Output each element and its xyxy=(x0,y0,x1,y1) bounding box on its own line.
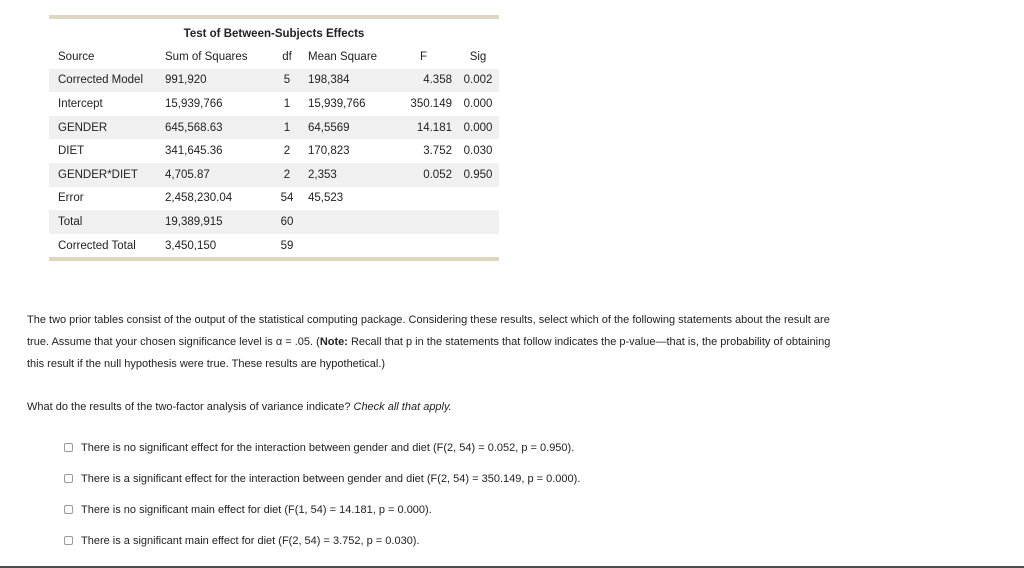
cell-source: Error xyxy=(58,192,84,205)
cell-sig: 0.000 xyxy=(463,97,493,110)
cell-df: 60 xyxy=(270,210,304,234)
question-text: What do the results of the two-factor analysis of variance indicate? xyxy=(27,401,354,413)
checkbox[interactable] xyxy=(64,443,73,452)
cell-ss: 341,645.36 xyxy=(165,145,223,158)
checkbox[interactable] xyxy=(64,505,73,514)
header-mean-square: Mean Square xyxy=(308,50,378,63)
anova-table xyxy=(49,15,499,261)
cell-source: GENDER xyxy=(49,116,165,140)
cell-ms: 170,823 xyxy=(308,145,350,158)
option-label: There is a significant effect for the interaction between gender and diet (F(2, 54) = 350.149, p = 0.000). xyxy=(81,472,581,485)
cell-ms: 15,939,766 xyxy=(308,97,366,110)
cell-ms xyxy=(304,234,390,258)
cell-sig: 0.950 xyxy=(457,163,499,187)
header-sum-of-squares: Sum of Squares xyxy=(165,50,248,63)
cell-ms: 64,5569 xyxy=(304,116,390,140)
cell-f xyxy=(390,234,457,258)
cell-sig: 0.002 xyxy=(457,69,499,93)
question-prompt xyxy=(27,309,847,375)
table-row xyxy=(49,92,499,116)
cell-source: Total xyxy=(49,210,165,234)
cell-df: 1 xyxy=(283,97,291,110)
note-label: Note: xyxy=(319,336,348,348)
table-row xyxy=(49,187,499,211)
table-title: Test of Between-Subjects Effects xyxy=(183,28,365,40)
cell-f: 4.358 xyxy=(390,69,457,93)
cell-ss: 2,458,230.04 xyxy=(165,192,233,205)
prompt-text-2: Recall that p in the statements that follow indicates the p-value—that is, the probability of obtaining this result if the null hypothesis were true. These results are hypothetical.) xyxy=(27,336,831,370)
cell-f: 14.181 xyxy=(390,116,457,140)
table-row xyxy=(49,69,499,93)
cell-f: 350.149 xyxy=(410,97,452,110)
checkbox[interactable] xyxy=(64,474,73,483)
option-label: There is no significant main effect for diet (F(1, 54) = 14.181, p = 0.000). xyxy=(81,503,432,516)
question-instruction: Check all that apply. xyxy=(353,401,452,413)
cell-df: 54 xyxy=(280,192,294,205)
cell-ss: 19,389,915 xyxy=(165,210,270,234)
answer-option[interactable] xyxy=(64,494,580,525)
cell-sig xyxy=(457,210,499,234)
cell-df: 2 xyxy=(270,163,304,187)
header-df: df xyxy=(282,50,292,63)
effects-table xyxy=(49,45,499,257)
table-row xyxy=(49,139,499,163)
table-row xyxy=(49,234,499,258)
cell-source: Corrected Total xyxy=(58,239,136,252)
cell-sig: 0.000 xyxy=(457,116,499,140)
cell-ms xyxy=(304,210,390,234)
cell-source: Corrected Model xyxy=(49,69,165,93)
header-f: F xyxy=(419,50,428,63)
header-sig: Sig xyxy=(469,50,487,63)
table-row xyxy=(49,116,499,140)
answer-option[interactable] xyxy=(64,525,580,556)
cell-source: Intercept xyxy=(58,97,103,110)
cell-f: 0.052 xyxy=(390,163,457,187)
cell-ms: 2,353 xyxy=(304,163,390,187)
question xyxy=(27,396,452,418)
cell-ss: 15,939,766 xyxy=(165,97,223,110)
option-label: There is no significant effect for the interaction between gender and diet (F(2, 54) = 0.052, p = 0.950). xyxy=(81,441,575,454)
cell-source: DIET xyxy=(58,145,85,158)
cell-df: 1 xyxy=(270,116,304,140)
answer-option[interactable] xyxy=(64,432,580,463)
cell-f xyxy=(390,187,457,211)
cell-ms: 198,384 xyxy=(304,69,390,93)
cell-df: 2 xyxy=(283,145,291,158)
cell-df: 5 xyxy=(270,69,304,93)
table-row xyxy=(49,210,499,234)
header-source: Source xyxy=(58,50,95,63)
option-label: There is a significant main effect for diet (F(2, 54) = 3.752, p = 0.030). xyxy=(81,534,420,547)
cell-sig xyxy=(457,234,499,258)
table-header-row xyxy=(49,45,499,69)
cell-sig xyxy=(457,187,499,211)
prompt-text-1: The two prior tables consist of the output of the statistical computing package. Considering these results, select which of the following statements about the result are true. Assume that your chosen significance level is α = .05. ( xyxy=(27,314,830,348)
cell-ss: 3,450,150 xyxy=(165,239,217,252)
cell-df: 59 xyxy=(280,239,294,252)
cell-ms: 45,523 xyxy=(308,192,344,205)
cell-ss: 4,705.87 xyxy=(165,163,270,187)
answer-options xyxy=(64,432,580,556)
cell-ss: 991,920 xyxy=(165,69,270,93)
table-row xyxy=(49,163,499,187)
cell-sig: 0.030 xyxy=(463,145,493,158)
cell-f: 3.752 xyxy=(423,145,452,158)
cell-ss: 645,568.63 xyxy=(165,116,270,140)
cell-source: GENDER*DIET xyxy=(49,163,165,187)
checkbox[interactable] xyxy=(64,536,73,545)
cell-f xyxy=(390,210,457,234)
answer-option[interactable] xyxy=(64,463,580,494)
